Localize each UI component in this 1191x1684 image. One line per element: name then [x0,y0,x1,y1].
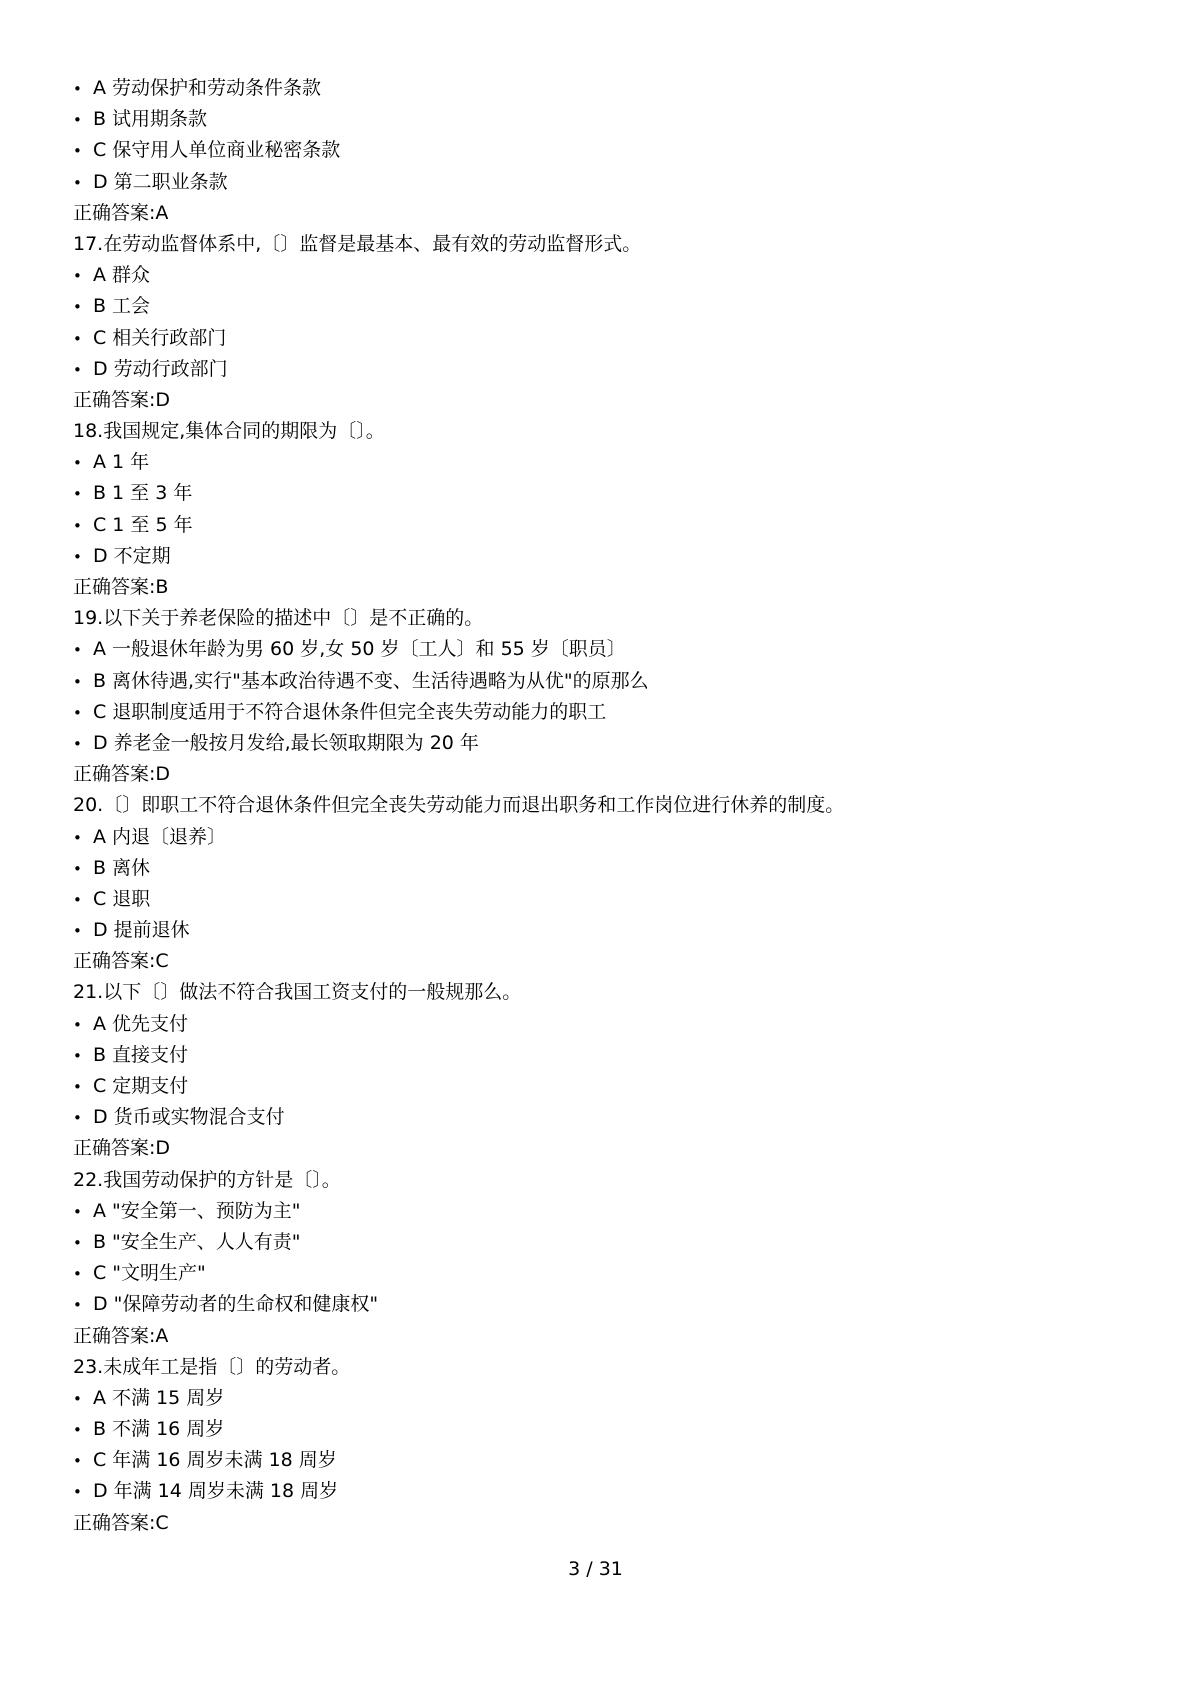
option-letter: A [93,825,106,848]
answer-option [73,478,1133,509]
correct-answer: 正确答案:A [73,1324,169,1347]
answer-option [73,291,1133,322]
option-letter: D [93,544,108,567]
option-letter: D [93,170,108,193]
bullet-icon: • [73,672,82,691]
bullet-icon: • [73,329,82,348]
option-letter: B [93,108,107,131]
answer-option [73,728,1133,759]
option-text: 内退〔退养〕 [112,825,227,848]
option-text: 相关行政部门 [112,326,227,349]
bullet-icon: • [73,454,82,473]
option-text: 直接支付 [112,1043,189,1066]
option-text: "文明生产" [112,1262,206,1285]
option-letter: D [93,731,108,754]
answer-option [73,1009,1133,1040]
answer-option [73,1289,1133,1320]
option-text: 优先支付 [112,1012,189,1035]
answer-option [73,1258,1133,1289]
bullet-icon: • [73,734,82,753]
bullet-icon: • [73,1483,82,1502]
option-text: 养老金一般按月发给,最长领取期限为 20 年 [113,731,479,754]
option-text: 提前退休 [113,919,190,942]
option-text: 不满 16 周岁 [112,1418,225,1441]
answer-option [73,634,1133,665]
option-text: 1 至 3 年 [112,482,193,505]
option-text: 1 至 5 年 [112,513,193,536]
correct-answer: 正确答案:D [73,763,171,786]
option-letter: C [93,700,107,723]
option-letter: A [93,1386,106,1409]
option-text: 工会 [112,295,151,318]
correct-answer: 正确答案:B [73,576,169,598]
option-text: 一般退休年龄为男 60 岁,女 50 岁〔工人〕和 55 岁〔职员〕 [112,638,626,661]
answer-option [73,666,1133,697]
option-letter: B [93,1418,107,1441]
bullet-icon: • [73,1296,82,1315]
option-letter: B [93,295,107,318]
bullet-icon: • [73,547,82,566]
bullet-icon: • [73,922,82,941]
bullet-icon: • [73,703,82,722]
option-letter: A [93,638,106,661]
bullet-icon: • [73,80,82,98]
document-body [73,73,1133,1539]
answer-option [73,1196,1133,1227]
correct-answer: 正确答案:A [73,201,169,224]
option-letter: C [93,1449,107,1472]
option-text: 试用期条款 [112,108,208,131]
bullet-icon: • [73,1233,82,1252]
answer-option [73,135,1133,166]
answer-option [73,510,1133,541]
answer-option [73,884,1133,915]
option-letter: D [93,1480,108,1503]
option-text: 退职制度适用于不符合退休条件但完全丧失劳动能力的职工 [112,700,607,723]
option-text: 群众 [112,264,151,287]
option-letter: C [93,326,107,349]
option-letter: A [93,264,106,287]
bullet-icon: • [73,1078,82,1096]
option-letter: D [93,919,108,942]
answer-option [73,1227,1133,1258]
option-letter: C [93,1075,107,1097]
bullet-icon: • [73,859,82,878]
option-text: 年满 14 周岁未满 18 周岁 [113,1480,339,1503]
question-text: 18.我国规定,集体合同的期限为〔〕。 [73,420,385,443]
answer-option [73,73,1133,104]
page-number: 3 / 31 [568,1558,623,1580]
option-letter: D [93,1106,108,1129]
answer-option [73,915,1133,946]
question-text: 22.我国劳动保护的方针是〔〕。 [73,1168,341,1191]
correct-answer: 正确答案:C [73,950,169,973]
option-letter: B [93,856,107,879]
option-text: 定期支付 [112,1075,189,1097]
option-letter: A [93,1199,106,1222]
answer-option [73,1476,1133,1507]
question-text: 23.未成年工是指〔〕的劳动者。 [73,1355,351,1378]
option-text: 离休 [112,856,151,879]
answer-option [73,822,1133,853]
bullet-icon: • [73,1389,82,1408]
bullet-icon: • [73,1109,82,1128]
bullet-icon: • [73,485,82,504]
answer-option [73,447,1133,478]
bullet-icon: • [73,1452,82,1471]
bullet-icon: • [73,828,82,847]
option-letter: C [93,887,107,910]
option-letter: A [93,1012,106,1035]
option-text: "安全生产、人人有责" [112,1230,301,1253]
option-letter: A [93,77,106,99]
answer-option [73,323,1133,354]
bullet-icon: • [73,641,82,660]
answer-option [73,853,1133,884]
option-text: 退职 [112,887,151,910]
bullet-icon: • [73,267,82,286]
answer-option [73,1445,1133,1476]
option-text: 年满 16 周岁未满 18 周岁 [112,1449,337,1472]
option-letter: B [93,1230,107,1253]
bullet-icon: • [73,142,82,161]
option-text: 不定期 [113,544,171,567]
option-letter: D [93,357,108,380]
bullet-icon: • [73,1265,82,1284]
option-text: 保守用人单位商业秘密条款 [112,139,341,162]
bullet-icon: • [73,360,82,379]
option-letter: C [93,513,107,536]
answer-option [73,167,1133,198]
option-letter: A [93,451,106,474]
answer-option [73,260,1133,291]
correct-answer: 正确答案:D [73,388,171,411]
bullet-icon: • [73,298,82,317]
correct-answer: 正确答案:C [73,1511,169,1534]
correct-answer: 正确答案:D [73,1137,171,1160]
bullet-icon: • [73,1015,82,1034]
bullet-icon: • [73,1421,82,1440]
answer-option [73,1040,1133,1071]
option-text: "保障劳动者的生命权和健康权" [113,1293,379,1316]
bullet-icon: • [73,1202,82,1221]
option-text: 劳动保护和劳动条件条款 [112,77,322,99]
option-text: 劳动行政部门 [113,357,228,380]
option-text: "安全第一、预防为主" [112,1199,301,1222]
bullet-icon: • [73,111,82,130]
question-text: 19.以下关于养老保险的描述中〔〕是不正确的。 [73,607,484,630]
option-letter: B [93,669,107,692]
answer-option [73,541,1133,572]
answer-option [73,697,1133,728]
option-text: 不满 15 周岁 [112,1386,225,1409]
bullet-icon: • [73,890,82,909]
bullet-icon: • [73,1046,82,1065]
option-letter: C [93,1262,107,1285]
bullet-icon: • [73,173,82,192]
answer-option [73,104,1133,135]
option-text: 第二职业条款 [113,170,228,193]
option-letter: B [93,482,107,505]
question-text: 21.以下〔〕做法不符合我国工资支付的一般规那么。 [73,981,522,1004]
option-letter: C [93,139,107,162]
answer-option [73,1071,1133,1102]
option-text: 货币或实物混合支付 [113,1106,285,1129]
bullet-icon: • [73,516,82,535]
option-text: 1 年 [112,451,150,474]
answer-option [73,1383,1133,1414]
answer-option [73,1414,1133,1445]
question-text: 17.在劳动监督体系中,〔〕监督是最基本、最有效的劳动监督形式。 [73,232,642,255]
option-text: 离休待遇,实行"基本政治待遇不变、生活待遇略为从优"的原那么 [112,669,649,692]
option-letter: D [93,1293,108,1316]
answer-option [73,354,1133,385]
option-letter: B [93,1043,107,1066]
answer-option [73,1102,1133,1133]
question-text: 20.〔〕即职工不符合退休条件但完全丧失劳动能力而退出职务和工作岗位进行休养的制度。 [73,794,845,817]
